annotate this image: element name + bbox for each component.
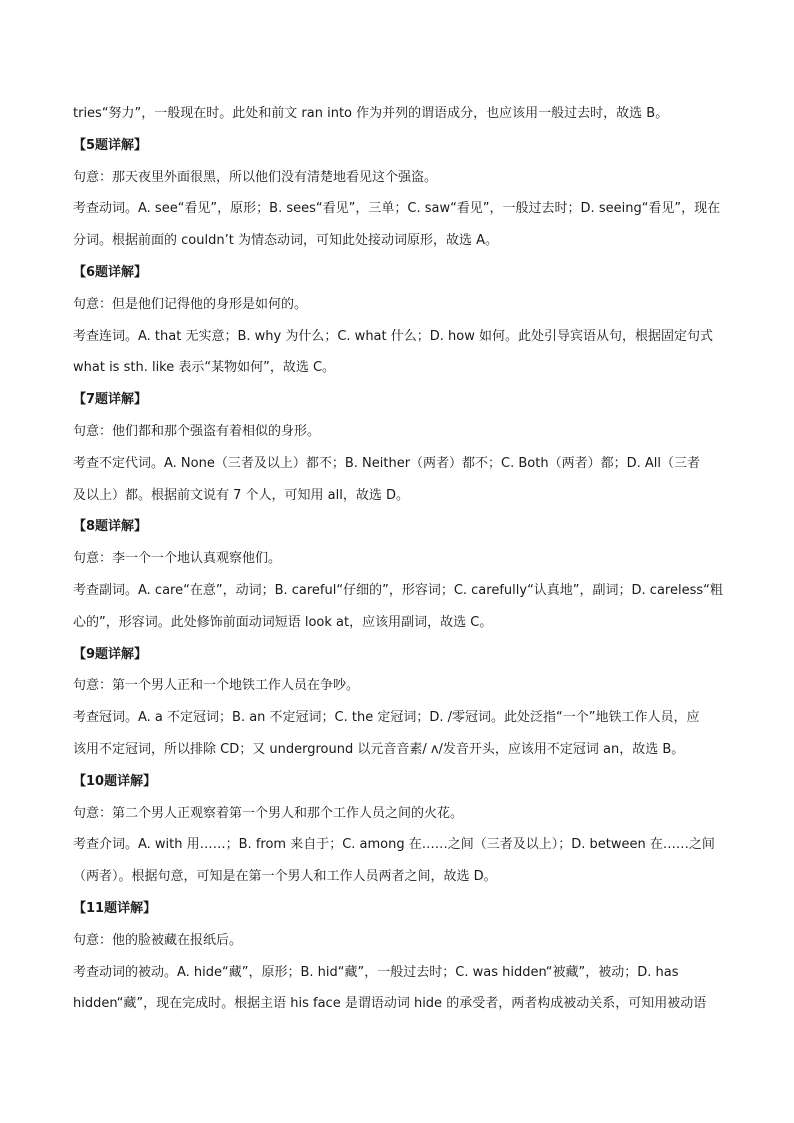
answer-explanations [73, 98, 723, 1020]
question-heading: 【7题详解】 [73, 392, 148, 408]
text-line: 句意：第一个男人正和一个地铁工作人员在争吵。 [73, 678, 360, 694]
text-line: 句意：他们都和那个强盗有着相似的身形。 [73, 423, 321, 439]
text-line: what is sth. like 表示“某物如何”，故选 C。 [73, 360, 336, 376]
question-heading: 【9题详解】 [73, 646, 148, 662]
text-line: 分词。根据前面的 couldn’t 为情态动词，可知此处接动词原形，故选 A。 [73, 233, 498, 249]
text-line: 考查动词的被动。A. hide“藏”，原形；B. hid“藏”，一般过去时；C. was hidden“被藏”，被动；D. has [73, 964, 679, 980]
text-line: tries“努力”，一般现在时。此处和前文 ran into 作为并列的谓语成分，也应该用一般过去时，故选 B。 [73, 106, 669, 121]
text-line: 考查动词。A. see“看见”，原形；B. sees“看见”，三单；C. saw“看见”，一般过去时；D. seeing“看见”，现在 [73, 201, 721, 217]
text-line: 考查冠词。A. a 不定冠词；B. an 不定冠词；C. the 定冠词；D. /零冠词。此处泛指“一个”地铁工作人员，应 [73, 710, 700, 726]
text-line: 该用不定冠词，所以排除 CD；又 underground 以元音音素/ ʌ/发音开头，应该用不定冠词 an，故选 B。 [73, 741, 685, 757]
text-line: （两者）。根据句意，可知是在第一个男人和工作人员两者之间，故选 D。 [73, 869, 497, 885]
text-line: hidden“藏”，现在完成时。根据主语 his face 是谓语动词 hide 的承受者，两者构成被动关系，可知用被动语 [73, 996, 707, 1012]
text-line: 及以上）都。根据前文说有 7 个人，可知用 all，故选 D。 [73, 487, 410, 503]
question-heading: 【6题详解】 [73, 264, 148, 280]
text-line: 句意：李一个一个地认真观察他们。 [73, 551, 282, 567]
text-line: 句意：但是他们记得他的身形是如何的。 [73, 296, 308, 312]
text-line: 句意：他的脸被藏在报纸后。 [73, 932, 243, 948]
text-line: 考查介词。A. with 用……；B. from 来自于；C. among 在……之间（三者及以上）；D. between 在……之间 [73, 837, 715, 853]
text-line: 句意：那天夜里外面很黑，所以他们没有清楚地看见这个强盗。 [73, 169, 438, 185]
question-heading: 【10题详解】 [73, 773, 157, 789]
text-line: 考查副词。A. care“在意”，动词；B. careful“仔细的”，形容词；C. carefully“认真地”，副词；D. careless“粗 [73, 582, 723, 598]
text-line: 考查不定代词。A. None（三者及以上）都不；B. Neither（两者）都不；C. Both（两者）都；D. All（三者 [73, 455, 700, 471]
question-heading: 【11题详解】 [73, 900, 157, 916]
question-heading: 【8题详解】 [73, 519, 148, 535]
question-heading: 【5题详解】 [73, 137, 148, 153]
text-line: 考查连词。A. that 无实意；B. why 为什么；C. what 什么；D. how 如何。此处引导宾语从句，根据固定句式 [73, 328, 713, 344]
text-line: 心的”，形容词。此处修饰前面动词短语 look at，应该用副词，故选 C。 [73, 614, 493, 630]
text-line: 句意：第二个男人正观察着第一个男人和那个工作人员之间的火花。 [73, 805, 464, 821]
